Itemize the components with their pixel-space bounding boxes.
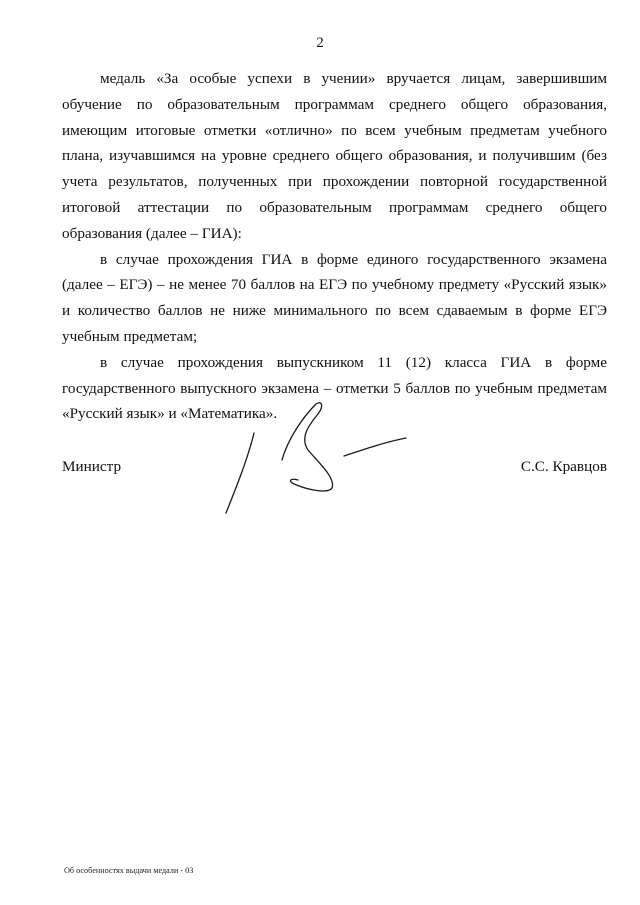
paragraph-ege-condition: в случае прохождения ГИА в форме единого государственного экзамена (далее – ЕГЭ) – не менее 70 баллов на ЕГЭ по учебному предмету «Русский язык» и количество баллов не ниже минимального по всем сдаваемым в форме ЕГЭ учебным предметам; xyxy=(62,250,607,345)
signer-position: Министр xyxy=(62,458,122,475)
page-number: 2 xyxy=(316,35,324,51)
footer-note: Об особенностях выдачи медали - 03 xyxy=(64,866,194,875)
paragraph-gve-condition: в случае прохождения выпускником 11 (12) класса ГИА в форме государственного выпускного экзамена – отметки 5 баллов по учебным предметам «Русский язык» и «Математика». xyxy=(62,353,607,423)
signer-name: С.С. Кравцов xyxy=(520,458,607,475)
handwritten-signature xyxy=(218,398,414,520)
document-body xyxy=(62,66,607,427)
paragraph-medal-conditions: медаль «За особые успехи в учении» вручается лицам, завершившим обучение по образовательным программам среднего общего образования, имеющим итоговые отметки «отлично» по всем учебным предметам учебного плана, изучавшимся на уровне среднего общего образования, и получившим (без учета результатов, полученных при прохождении повторной государственной итоговой аттестации по образовательным программам среднего общего образования (далее – ГИА): xyxy=(62,70,607,242)
